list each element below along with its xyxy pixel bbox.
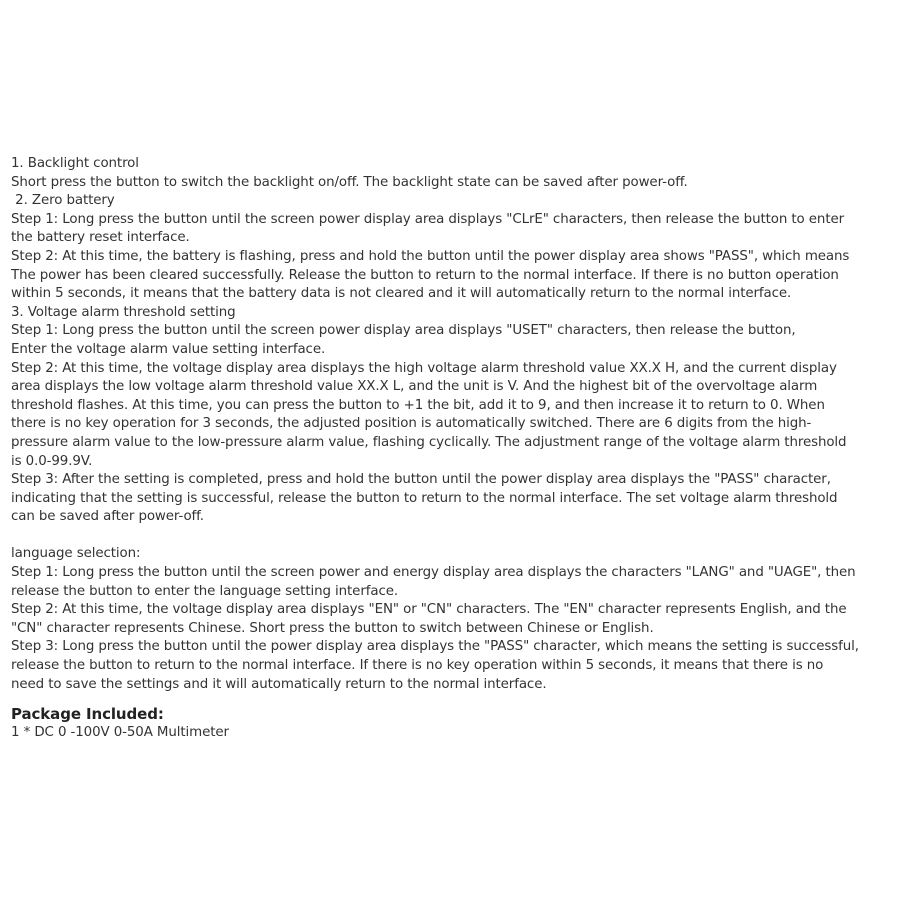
text-line: release the button to return to the normal interface. If there is no key operation within 5 seconds, it means that there is no: [11, 658, 824, 674]
text-line: threshold flashes. At this time, you can press the button to +1 the bit, add it to 9, and then increase it to return to 0. When: [11, 397, 825, 413]
text-line: The power has been cleared successfully. Release the button to return to the normal interface. If there is no button operation: [11, 267, 839, 283]
text-line: Step 2: At this time, the voltage display area displays "EN" or "CN" characters. The "EN" character represents English, and the: [11, 602, 847, 618]
text-line: language selection:: [11, 546, 141, 562]
text-line: indicating that the setting is successful, release the button to return to the normal interface. The set voltage alarm threshold: [11, 490, 838, 506]
text-line: Step 1: Long press the button until the screen power display area displays "CLrE" characters, then release the button to enter: [11, 211, 845, 227]
instruction-document: [11, 155, 895, 743]
text-line: Step 3: After the setting is completed, press and hold the button until the power display area displays the "PASS" character,: [11, 472, 831, 488]
text-line: pressure alarm value to the low-pressure alarm value, flashing cyclically. The adjustment range of the voltage alarm threshold: [11, 434, 847, 450]
language-instructions: [11, 545, 895, 694]
paragraph-spacer: [11, 527, 895, 546]
text-line: area displays the low voltage alarm threshold value XX.X L, and the unit is V. And the highest bit of the overvoltage alarm: [11, 379, 818, 395]
text-line: within 5 seconds, it means that the battery data is not cleared and it will automatically return to the normal interface.: [11, 286, 792, 302]
text-line: Step 1: Long press the button until the screen power and energy display area displays the characters "LANG" and "UAGE", then: [11, 565, 856, 581]
text-line: is 0.0-99.9V.: [11, 453, 93, 469]
text-line: 1. Backlight control: [11, 156, 139, 171]
text-line: 2. Zero battery: [11, 193, 115, 209]
text-line: Step 2: At this time, the battery is flashing, press and hold the button until the power display area shows "PASS", which means: [11, 248, 850, 264]
text-line: Step 2: At this time, the voltage display area displays the high voltage alarm threshold value XX.X H, and the current display: [11, 360, 837, 376]
package-heading: Package Included:: [11, 705, 164, 724]
text-line: Enter the voltage alarm value setting interface.: [11, 341, 326, 357]
text-line: "CN" character represents Chinese. Short press the button to switch between Chinese or English.: [11, 620, 654, 636]
main-instructions: [11, 155, 895, 527]
text-line: there is no key operation for 3 seconds, the adjusted position is automatically switched. There are 6 digits from the high-: [11, 416, 812, 432]
text-line: need to save the settings and it will automatically return to the normal interface.: [11, 676, 547, 692]
text-line: Step 3: Long press the button until the power display area displays the "PASS" character, which means the setting is successful,: [11, 639, 859, 655]
text-line: the battery reset interface.: [11, 230, 190, 246]
text-line: Short press the button to switch the backlight on/off. The backlight state can be saved after power-off.: [11, 174, 688, 190]
package-item: 1 * DC 0 -100V 0-50A Multimeter: [11, 725, 229, 741]
text-line: release the button to enter the language setting interface.: [11, 583, 399, 599]
text-line: Step 1: Long press the button until the screen power display area displays "USET" characters, then release the button,: [11, 323, 796, 339]
text-line: can be saved after power-off.: [11, 509, 204, 525]
text-line: 3. Voltage alarm threshold setting: [11, 304, 236, 320]
